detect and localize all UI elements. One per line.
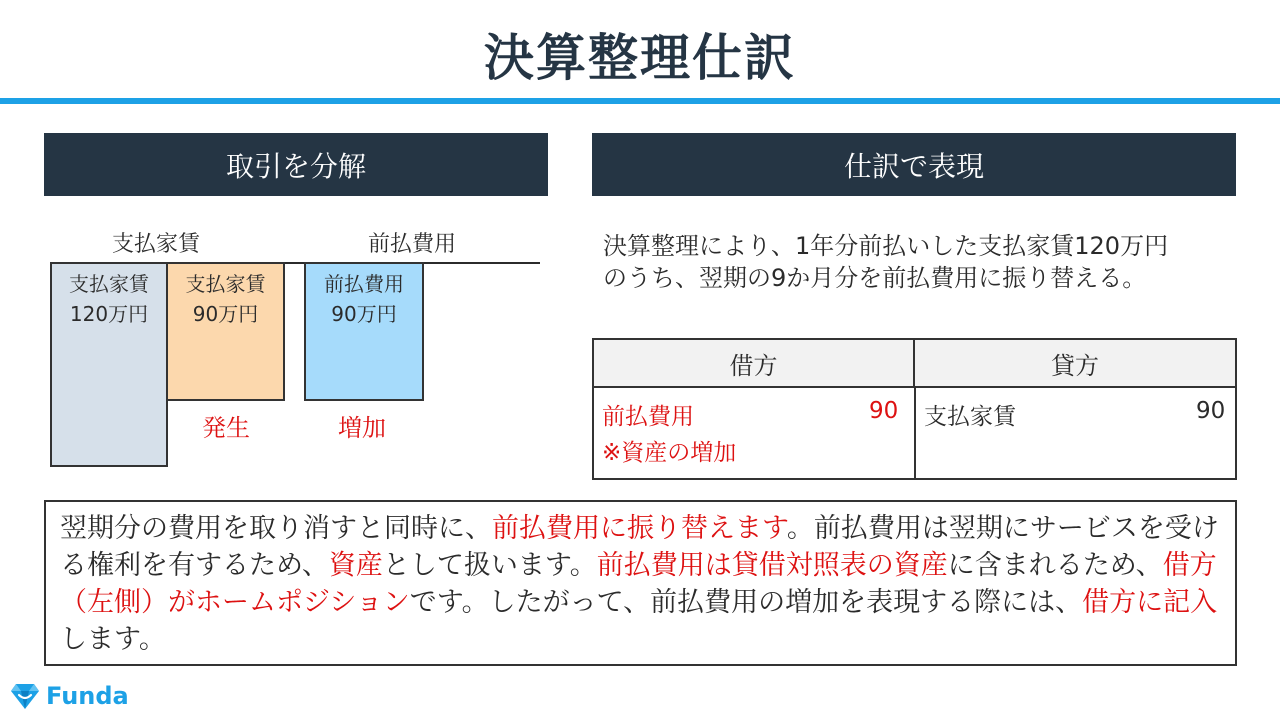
journal-debit-note: ※資産の増加 [602,440,737,466]
block-prepaid-name: 前払費用 [324,272,404,296]
funda-logo [10,680,129,712]
block-prepaid [304,262,424,401]
journal-column-divider [914,388,916,478]
explanation-text [603,230,1243,294]
summary-text-1: 翌期分の費用を取り消すと同時に、 [60,513,492,544]
summary-highlight-2: 資産 [328,550,383,581]
summary-highlight-3: 前払費用は貸借対照表の資産 [596,550,948,581]
section-header-breakdown: 取引を分解 [44,133,548,196]
block-rent-total-amount: 120万円 [69,302,149,326]
section-header-journal: 仕訳で表現 [592,133,1236,196]
block-rent-total-name: 支払家賃 [69,272,149,296]
explanation-line2: のうち、翌期の9か月分を前払費用に振り替える。 [603,264,1147,292]
title-underline [0,98,1280,104]
journal-credit-amount: 90 [1196,398,1226,424]
summary-text-2: 。前払費用は翌期にサービスを受ける権利を有するため、 [60,513,1219,581]
label-prepaid: 前払費用 [368,232,457,257]
summary-box [44,500,1237,666]
block-rent-part-amount: 90万円 [192,302,259,326]
journal-debit-header: 借方 [594,340,915,388]
journal-debit-amount: 90 [869,398,899,424]
summary-text-6: します。 [60,624,166,655]
block-rent-part-name: 支払家賃 [185,272,266,296]
label-rent: 支払家賃 [112,232,201,257]
summary-highlight-5: 借方に記入 [1082,587,1218,618]
block-rent-part [166,262,285,401]
tag-occur: 発生 [202,414,250,442]
summary-text-3: として扱います。 [382,550,597,581]
page-title: 決算整理仕訳 [484,29,796,87]
journal-table [592,338,1237,480]
logo-text: Funda [46,682,129,710]
journal-debit-account: 前払費用 [602,404,694,430]
summary-highlight-4: 借方（左側）がホームポジション [60,550,1217,618]
summary-text-5: です。したがって、前払費用の増加を表現する際には、 [409,587,1083,618]
summary-highlight-1: 前払費用に振り替えます [492,513,787,544]
diamond-logo-icon [10,682,40,710]
block-rent-total [50,262,168,467]
block-prepaid-amount: 90万円 [331,302,397,326]
summary-text-4: に含まれるため、 [947,550,1163,581]
explanation-line1: 決算整理により、1年分前払いした支払家賃120万円 [603,232,1169,260]
journal-credit-account: 支払家賃 [924,404,1016,430]
tag-increase: 増加 [338,414,386,442]
journal-credit-header: 貸方 [915,340,1235,388]
